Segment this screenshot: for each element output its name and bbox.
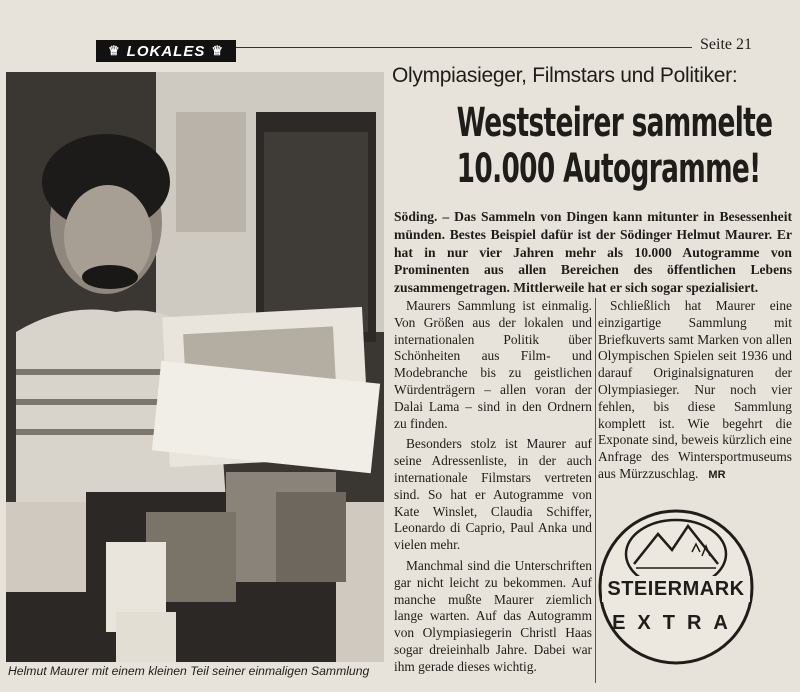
header-rule [236,47,692,48]
section-label [96,40,236,62]
photo-caption: Helmut Maurer mit einem kleinen Teil seiner einmaligen Sammlung [8,664,370,678]
badge-subtitle: EXTRA [612,612,740,634]
crown-icon: ♕ [211,43,224,58]
crown-icon: ♕ [108,43,121,58]
article-headline [456,100,773,192]
steiermark-extra-badge [596,502,756,672]
page-number: Seite 21 [700,36,752,53]
badge-title: STEIERMARK [607,578,745,600]
article-photo [6,72,384,662]
article-column-1 [394,298,592,680]
paragraph [598,298,792,484]
headline-line-1: Weststeirer sammelte [456,100,773,146]
paragraph: Maurers Sammlung ist einmalig. Von Größen aus der lokalen und internationalen Politik über Schönheiten aus Film- und Modebranche bis zu geistlichen Würdenträgern – allen voran der Dalai Lama – sind in den Ordnern zu finden. [394,298,592,431]
headline-line-2: 10.000 Autogramme! [456,146,761,192]
paragraph-text: Schließlich hat Maurer eine einzigartige Sammlung mit Briefkuverts samt Marken von allen Olympischen Spielen seit 1936 und darauf Originalsignaturen der Olympiasieger. Nur noch vier fehlen, bis diese Sammlung komplett ist. Wie begehrt die Exponate sind, beweis kürzlich eine Anfrage des Wintersportmuseums aus Mürzzuschlag. [598,298,792,481]
paragraph: Besonders stolz ist Maurer auf seine Adressenliste, in der auch internationale Filmstars vertreten sind. So hat er Autogramme von Kate Winslet, Claudia Schiffer, Leonardo di Caprio, Paul Anka und vielen mehr. [394,436,592,553]
photo-illustration [6,72,384,662]
article-column-2 [598,298,792,488]
paragraph: Manchmal sind die Unterschriften gar nicht leicht zu bekommen. Auf manche mußte Maurer ziemlich lange warten. Auf das Autogramm von Olympiasiegerin Christl Haas sogar dreieinhalb Jahre. Dabei war ihm gerade dieses wichtig. [394,557,592,674]
article-kicker: Olympiasieger, Filmstars und Politiker: [392,64,738,87]
section-label-text: LOKALES [126,42,206,60]
article-lead: Söding. – Das Sammeln von Dingen kann mitunter in Besessenheit münden. Bestes Beispiel dafür ist der Södinger Helmut Maurer. Er hat in nur vier Jahren mehr als 10.000 Autogramme von Prominenten aus allen Bereichen des öffentlichen Lebens zusammengetragen. Mittlerweile hat er sich sogar spezialisiert. [394,209,792,296]
author-signature: MR [708,468,726,481]
